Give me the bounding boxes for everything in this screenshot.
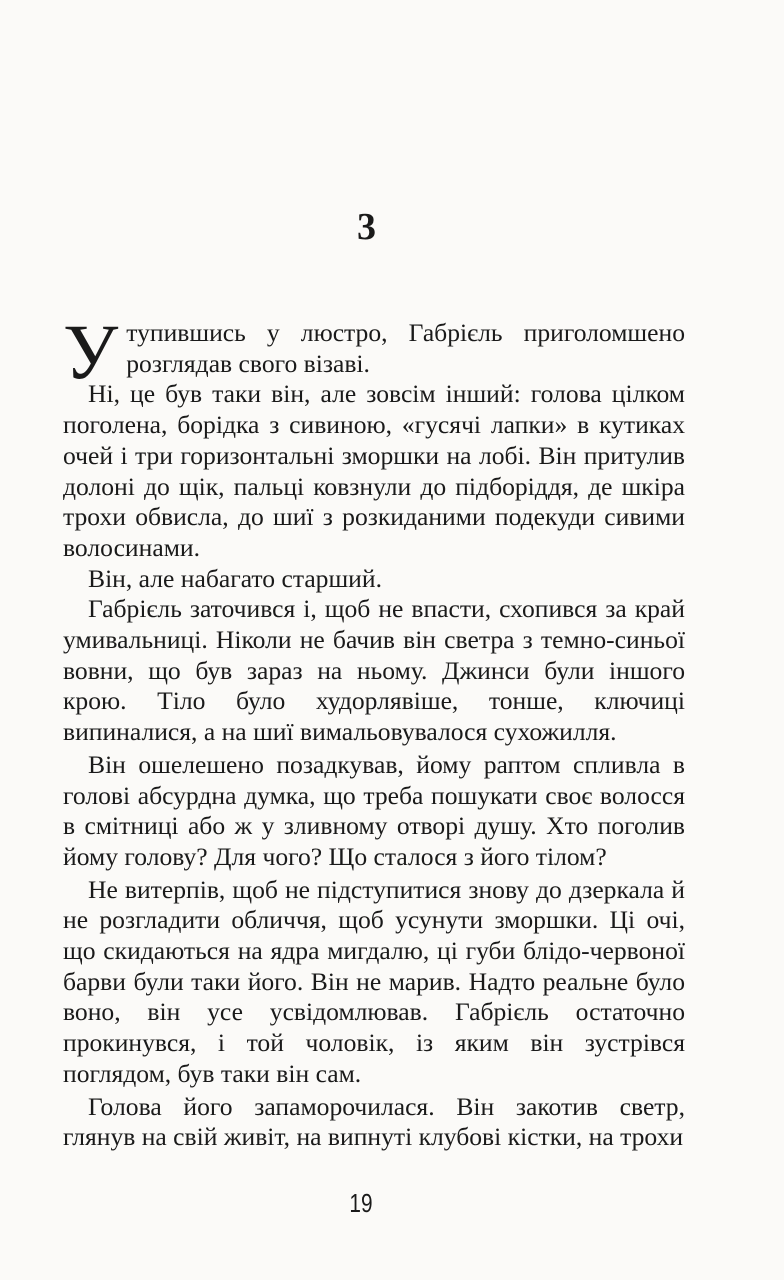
body-text [63, 308, 685, 1153]
paragraph-3 [63, 564, 685, 595]
drop-cap: У [63, 308, 119, 395]
paragraph-4 [63, 594, 685, 748]
paragraph-text: тупившись у люстро, Габрієль приголомшено розглядав свого візаві. [126, 318, 685, 378]
paragraph-6 [63, 875, 685, 1090]
page-number: 19 [349, 1188, 373, 1218]
chapter-number: 3 [357, 206, 377, 248]
paragraph-text: Він, але набагато старший. [88, 563, 382, 593]
paragraph-7 [63, 1092, 685, 1153]
paragraph-1 [63, 308, 685, 395]
paragraph-2 [63, 379, 685, 563]
paragraph-text: Габрієль заточився і, щоб не впасти, схопився за край умивальниці. Ніколи не бачив він светра з темно-синьої вовни, що був зараз на ньому. Джинси були іншого крою. Тіло було худорлявіше, тонше, ключиці випиналися, а на шиї вимальовувалося сухожилля. [63, 594, 685, 747]
paragraph-text: Не витерпів, щоб не підступитися знову до дзеркала й не розгладити обличчя, щоб усунути зморшки. Ці очі, що скидаються на ядра мигдалю, ці губи блідо-червоної барви були таки його. Він не марив. Надто реальне було воно, він усе усвідомлював. Габрієль остаточно прокинувся, і той чоловік, із яким він зустрівся поглядом, був таки він сам. [63, 874, 685, 1088]
paragraph-text: Голова його запаморочилася. Він закотив светр, глянув на свій живіт, на випнуті клубові кістки, на трохи [63, 1091, 685, 1152]
paragraph-text: Він ошелешено позадкував, йому раптом спливла в голові абсурдна думка, що треба пошукати своє волосся в смітниці або ж у зливному отворі душу. Хто поголив йому голову? Для чого? Що сталося з його тілом? [63, 749, 685, 871]
paragraph-5 [63, 750, 685, 873]
paragraph-text: Ні, це був таки він, але зовсім інший: голова цілком поголена, борідка з сивиною, «гусячі лапки» в кутиках очей і три горизонтальні зморшки на лобі. Він притулив долоні до щік, пальці ковзнули до підборіддя, де шкіра трохи обвисла, до шиї з розкиданими подекуди сивими волосинами. [63, 379, 685, 562]
